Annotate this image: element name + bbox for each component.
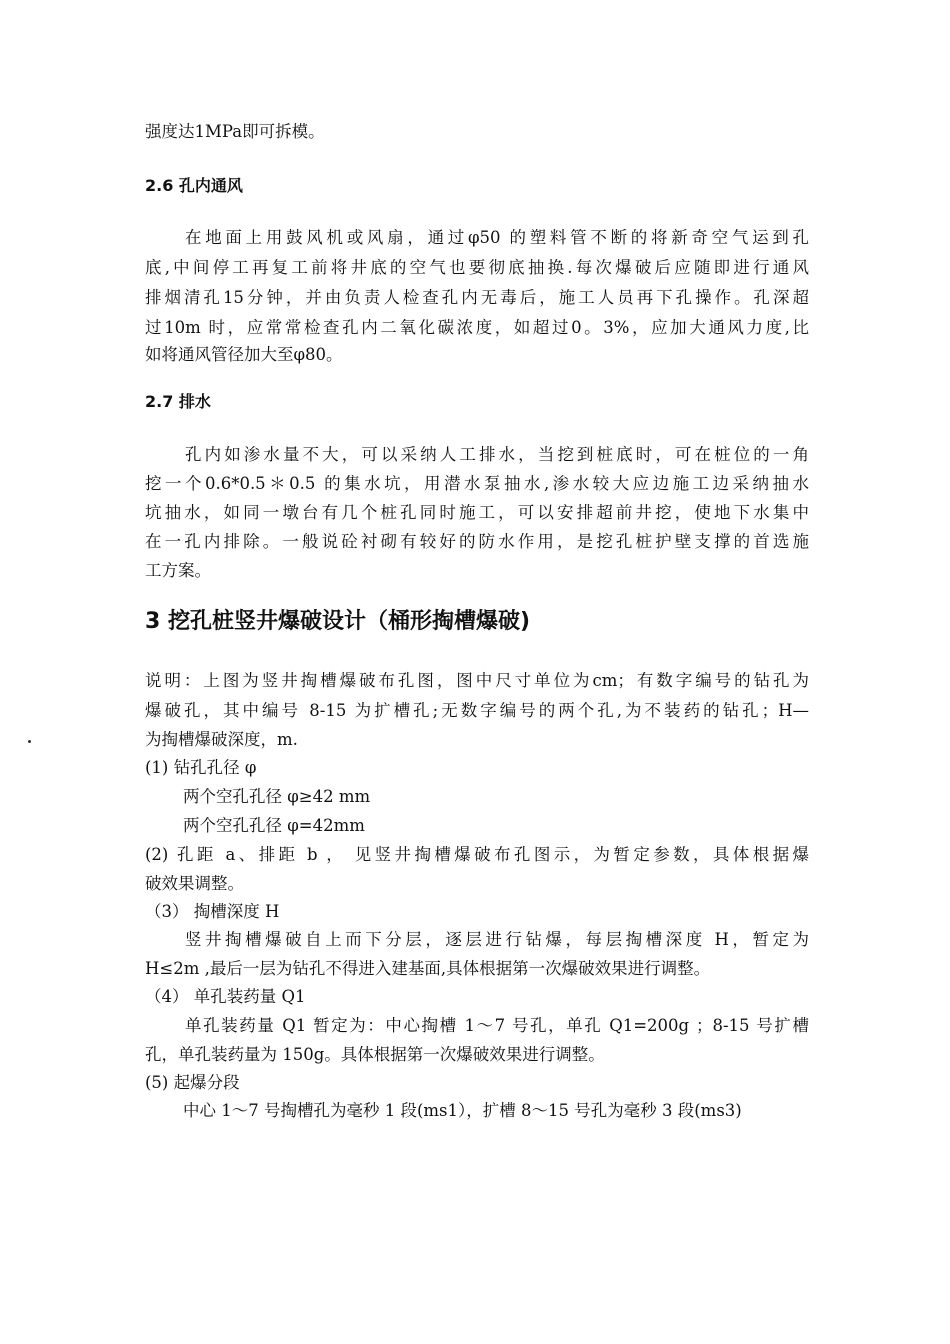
item-2-line-2: 破效果调整。 [145, 874, 244, 893]
item-1-line-2: 两个空孔孔径 φ=42mm [183, 816, 365, 835]
paragraph-2-6-line-3: 排烟清孔15分钟，并由负责人检查孔内无毒后，施工人员再下孔操作。孔深超 [145, 288, 809, 307]
item-2-line-1: (2) 孔距 a、排距 b ， 见竖井掏槽爆破布孔图示，为暂定参数，具体根据爆 [145, 845, 809, 864]
paragraph-2-7-line-2: 挖一个0.6*0.5＊0.5 的集水坑，用潜水泵抽水,渗水较大应边施工边采纳抽水 [145, 474, 809, 493]
paragraph-2-7-line-5: 工方案。 [145, 561, 211, 580]
paragraph-2-6-line-2: 底,中间停工再复工前将井底的空气也要彻底抽换.每次爆破后应随即进行通风 [145, 258, 809, 277]
item-4-line-2: 孔，单孔装药量为 150g。具体根据第一次爆破效果进行调整。 [145, 1045, 605, 1064]
item-3-line-1: 竖井掏槽爆破自上而下分层，逐层进行钻爆，每层掏槽深度 H，暂定为 [185, 930, 809, 949]
heading-3: 3 挖孔桩竖井爆破设计（桶形掏槽爆破) [145, 609, 531, 634]
heading-2-7: 2.7 排水 [145, 392, 211, 411]
item-1-title: (1) 钻孔孔径 φ [145, 758, 257, 777]
item-3-title: （3） 掏槽深度 H [145, 902, 280, 921]
note-line-2: 爆破孔，其中编号 8-15 为扩槽孔;无数字编号的两个孔,为不装药的钻孔；H— [145, 701, 809, 720]
item-1-line-1: 两个空孔孔径 φ≥42 mm [183, 787, 371, 806]
note-line-1: 说明：上图为竖井掏槽爆破布孔图，图中尺寸单位为cm；有数字编号的钻孔为 [145, 671, 809, 690]
item-5-line-1: 中心 1～7 号掏槽孔为毫秒 1 段(ms1），扩槽 8～15 号孔为毫秒 3 段(ms3) [183, 1101, 742, 1120]
margin-dot [28, 740, 31, 743]
item-4-line-1: 单孔装药量 Q1 暂定为：中心掏槽 1～7 号孔，单孔 Q1=200g ；8-15 号扩槽 [185, 1016, 809, 1035]
item-5-title: (5) 起爆分段 [145, 1073, 240, 1092]
intro-line: 强度达1MPa即可拆模。 [145, 122, 325, 141]
note-line-3: 为掏槽爆破深度，m. [145, 730, 298, 749]
paragraph-2-6-line-4: 过10m 时，应常常检查孔内二氧化碳浓度，如超过0。3%，应加大通风力度,比 [145, 318, 809, 337]
paragraph-2-7-line-4: 在一孔内排除。一般说砼衬砌有较好的防水作用，是挖孔桩护壁支撑的首选施 [145, 532, 809, 551]
heading-2-6: 2.6 孔内通风 [145, 176, 243, 195]
item-3-line-2: H≤2m ,最后一层为钻孔不得进入建基面,具体根据第一次爆破效果进行调整。 [145, 959, 711, 978]
paragraph-2-7-line-3: 坑抽水，如同一墩台有几个桩孔同时施工，可以安排超前井挖，使地下水集中 [145, 503, 809, 522]
paragraph-2-6-line-5: 如将通风管径加大至φ80。 [145, 345, 343, 364]
paragraph-2-7-line-1: 孔内如渗水量不大，可以采纳人工排水，当挖到桩底时，可在桩位的一角 [185, 445, 809, 464]
item-4-title: （4） 单孔装药量 Q1 [145, 987, 306, 1006]
paragraph-2-6-line-1: 在地面上用鼓风机或风扇，通过φ50 的塑料管不断的将新奇空气运到孔 [185, 228, 809, 247]
